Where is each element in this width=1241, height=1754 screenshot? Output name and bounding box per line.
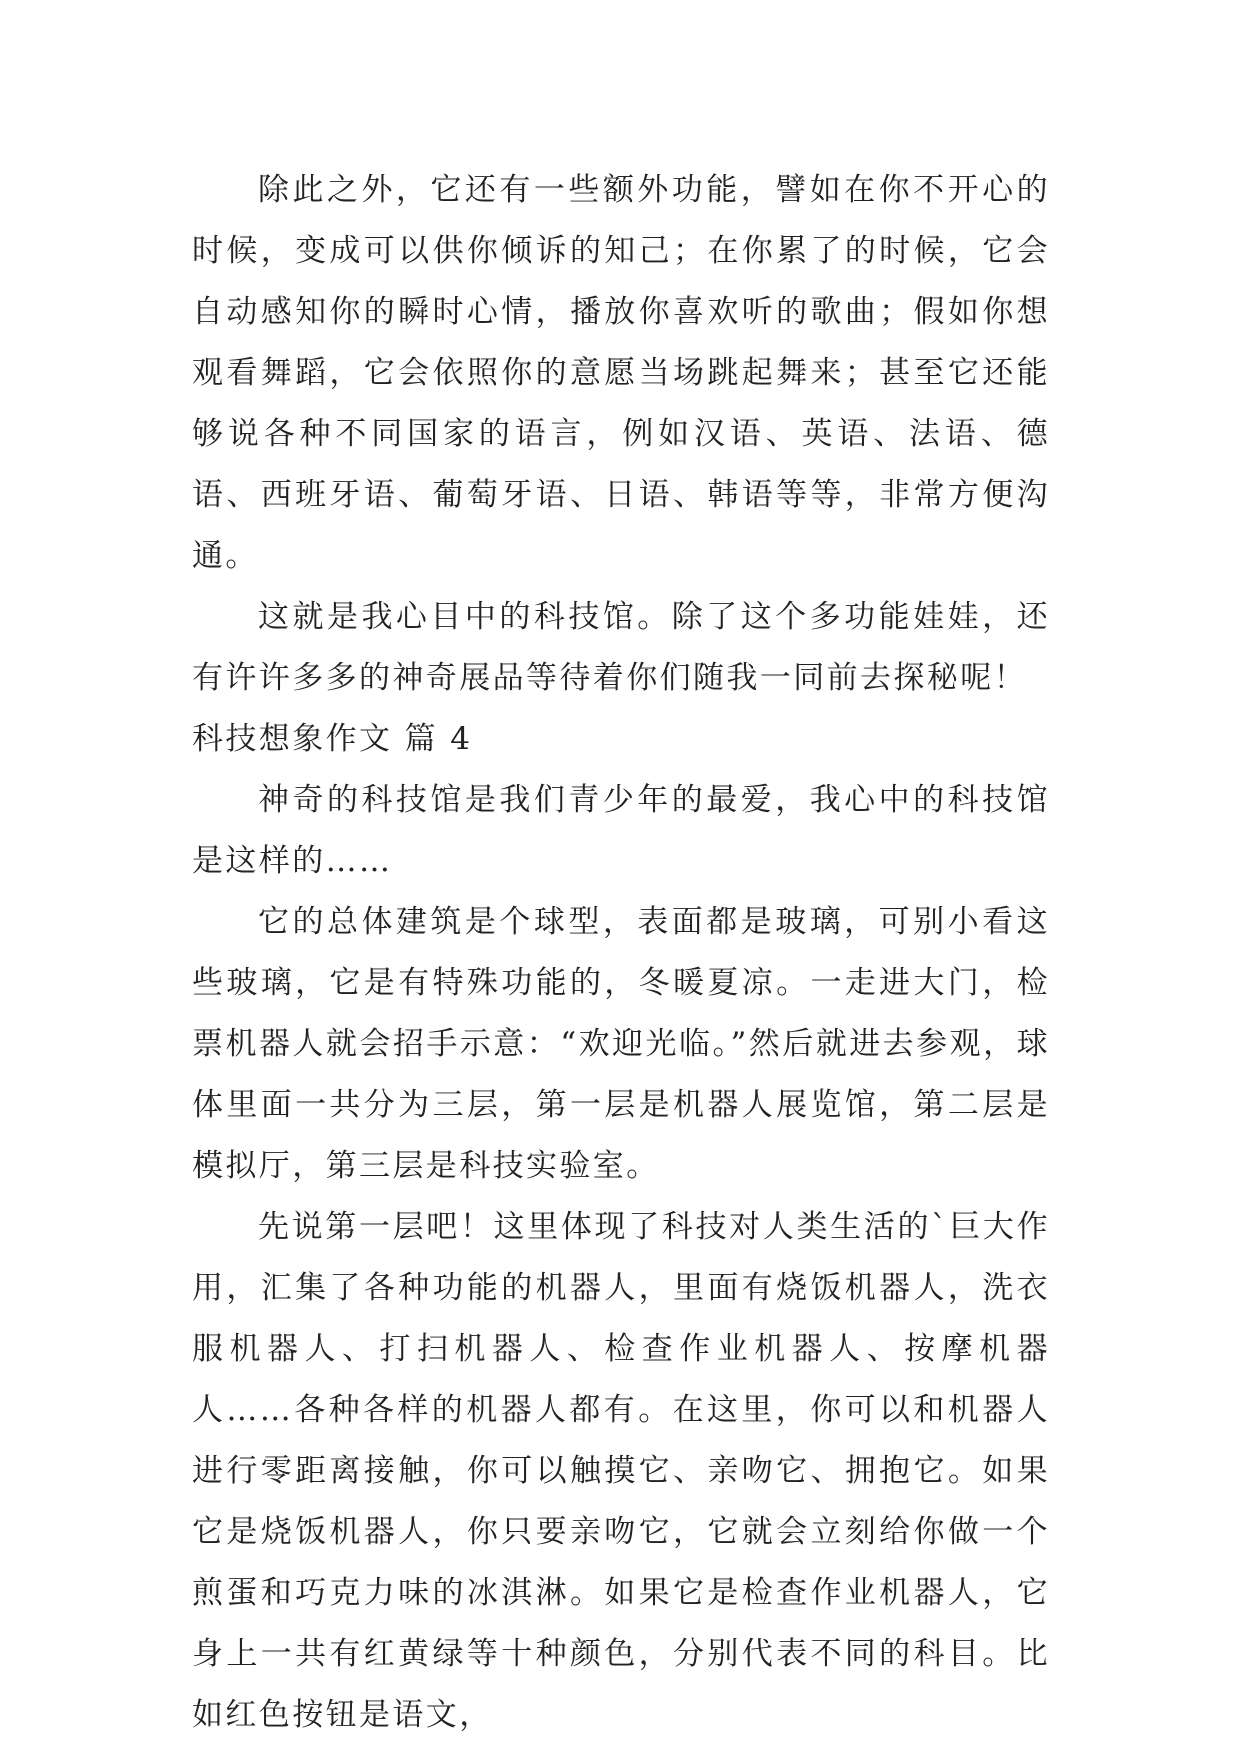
- paragraph-first-floor: 先说第一层吧！这里体现了科技对人类生活的`巨大作用，汇集了各种功能的机器人，里面有烧饭机器人，洗衣服机器人、打扫机器人、检查作业机器人、按摩机器人……各种各样的机器人都有。在这里，你可以和机器人进行零距离接触，你可以触摸它、亲吻它、拥抱它。如果它是烧饭机器人，你只要亲吻它，它就会立刻给你做一个煎蛋和巧克力味的冰淇淋。如果它是检查作业机器人，它身上一共有红黄绿等十种颜色，分别代表不同的科目。比如红色按钮是语文，: [192, 1209, 1050, 1733]
- paragraph-building: 它的总体建筑是个球型，表面都是玻璃，可别小看这些玻璃，它是有特殊功能的，冬暖夏凉。一走进大门，检票机器人就会招手示意：“欢迎光临。”然后就进去参观，球体里面一共分为三层，第一层是机器人展览馆，第二层是模拟厅，第三层是科技实验室。: [192, 904, 1050, 1184]
- paragraph-museum-summary: 这就是我心目中的科技馆。除了这个多功能娃娃，还有许许多多的神奇展品等待着你们随我一同前去探秘呢！: [192, 599, 1050, 696]
- document-page: [192, 160, 1050, 1746]
- paragraph-extra-functions: 除此之外，它还有一些额外功能，譬如在你不开心的时候，变成可以供你倾诉的知己；在你累了的时候，它会自动感知你的瞬时心情，播放你喜欢听的歌曲；假如你想观看舞蹈，它会依照你的意愿当场跳起舞来；甚至它还能够说各种不同国家的语言，例如汉语、英语、法语、德语、西班牙语、葡萄牙语、日语、韩语等等，非常方便沟通。: [192, 172, 1050, 574]
- paragraph-intro: 神奇的科技馆是我们青少年的最爱，我心中的科技馆是这样的……: [192, 782, 1050, 879]
- section-heading: 科技想象作文 篇 4: [192, 721, 473, 757]
